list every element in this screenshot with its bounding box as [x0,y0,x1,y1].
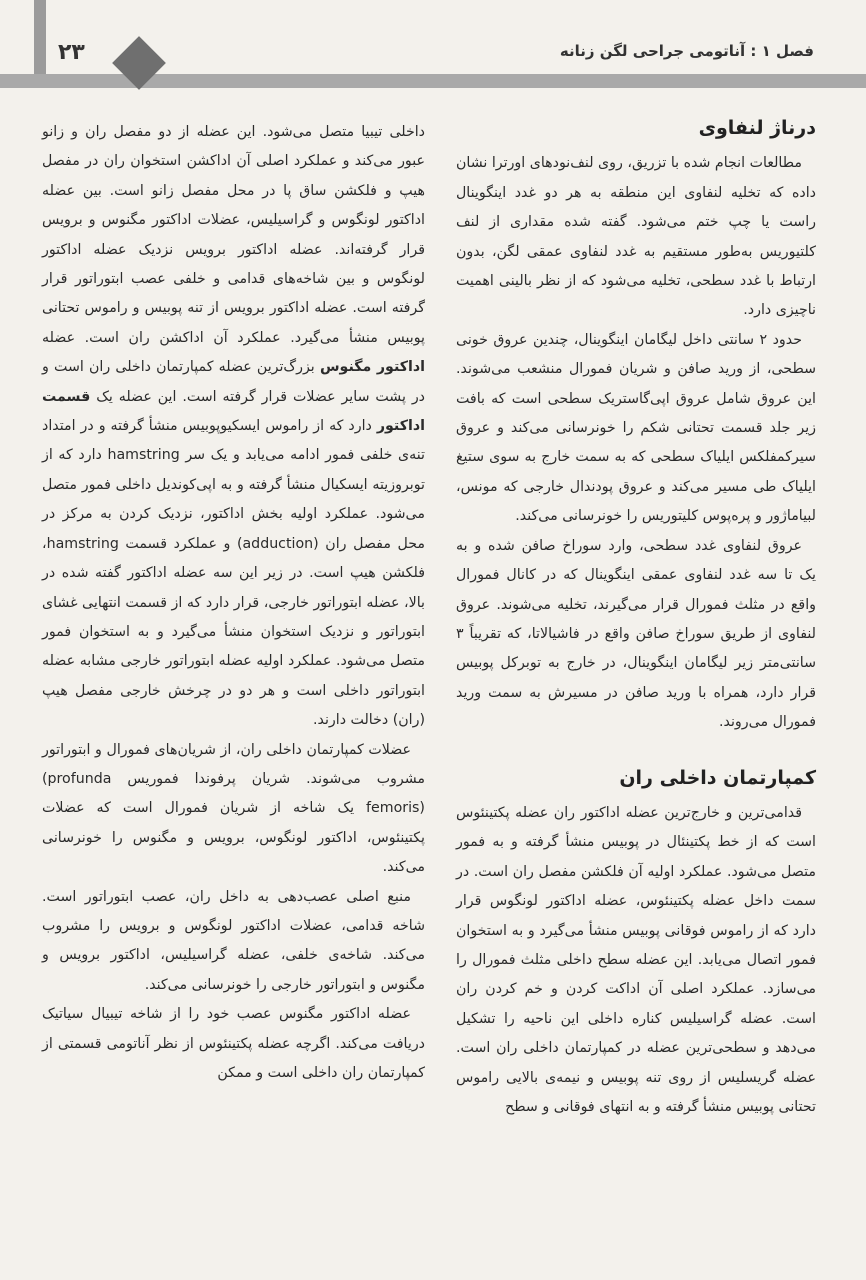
bold-term: قسمت اداکتور [42,388,425,435]
english-term: (profunda femoris) [42,770,425,817]
text-run: دارد که از راموس ایسکیوپوبیس منشأ گرفته و در امتداد تنه‌ی خلفی فمور ادامه می‌یابد و یک سر [42,418,425,464]
text-run: عضلات کمپارتمان داخلی ران، از شریان‌های فمورال و ابتوراتور مشروب می‌شوند. شریان پرفوندا فموریس [42,741,425,787]
text-run: و عملکرد قسمت [125,535,231,552]
text-run: ، فلکشن هیپ است. در زیر این سه عضله اداکتور گفته شده در بالا، عضله ابتوراتور خارجی، قرار دارد که از قسمت انتهایی غشای ابتوراتور و نزدیک استخوان منشأ می‌گیرد و به استخوان فمور متصل می‌شود. عملکرد اولیه عضله ابتوراتور خارجی مشابه عضله ابتوراتور داخلی است و هر دو در چرخش خارجی مفصل هیپ (ران) دخالت دارند. [42,535,425,729]
section-title-medial-compartment: کمپارتمان داخلی ران [619,766,816,789]
left-column [42,118,425,1088]
paragraph: عروق لنفاوی غدد سطحی، وارد سوراخ صافن شده و به یک تا سه غدد لنفاوی عمقی اینگوینال که در کانال فمورال واقع در مثلث فمورال قرار می‌گیرند، تخلیه می‌شوند. عروق لنفاوی از طریق سوراخ صافن واقع در فاشیالاتا، که تقریباً ۳ سانتی‌متر زیر لیگامان اینگوینال، در خارج به توبرکل پوبیس قرار دارد، همراه با ورید صافن در مسیرش به سمت ورید فمورال می‌روند. [456,537,816,731]
paragraph: حدود ۲ سانتی داخل لیگامان اینگوینال، چندین عروق خونی سطحی، از ورید صافن و شریان فمورال منشعب می‌شوند. این عروق شامل عروق اپی‌گاستریک سطحی است که بافت زیر جلد قسمت تحتانی شکم را خونرسانی می‌کند و عروق سیرکمفلکس ایلیاک سطحی که به سمت خارج به سوی ستیغ ایلیاک طی مسیر می‌کند و عروق پودندال خارجی که مونس، لبیاماژور و پره‌پوس کلیتوریس را خونرسانی می‌کند. [456,331,816,525]
paragraph: منبع اصلی عصب‌دهی به داخل ران، عصب ابتوراتور است. شاخه قدامی، عضلات اداکتور لونگوس و برویس را مشروب می‌کند. شاخه‌ی خلفی، عضله گراسیلیس، اداکتور برویس و مگنوس و ابتوراتور خارجی را خونرسانی می‌کند. [42,888,425,993]
paragraph [42,118,425,736]
chapter-title: فصل ۱ : آناتومی جراحی لگن زنانه [559,42,814,60]
english-term: hamstring [46,535,119,552]
text-run: دارد که از توبروزیته ایسکیال منشأ گرفته و به اپی‌کوندیل داخلی فمور متصل می‌شود. عملکرد اولیه بخش اداکتور، نزدیک کردن به مرکز در محل مفصل ران [42,447,426,552]
paragraph: قدامی‌ترین و خارج‌ترین عضله اداکتور ران عضله پکتینئوس است که از خط پکتینئال در پوبیس منشأ گرفته و به فمور متصل می‌شود. عملکرد اولیه آن فلکشن مفصل ران است. در سمت داخل عضله پکتینئوس، عضله اداکتور لونگوس قرار دارد که از راموس فوقانی پوبیس منشأ می‌گیرد و به استخوان فمور اتصال می‌یابد. این عضله سطح داخلی مثلث فمورال را می‌سازد. عملکرد اصلی آن اداکت کردن و خم کردن ران است. عضله گراسیلیس کناره داخلی این ناحیه را تشکیل می‌دهد و سطحی‌ترین عضله در کمپارتمان داخلی ران است. عضله گریسلیس از روی تنه پوبیس و نیمه‌ی بالایی راموس تحتانی پوبیس منشأ گرفته و به انتهای فوقانی و سطح [456,804,816,1115]
right-column [456,110,816,1122]
text-run: داخلی تیبیا متصل می‌شود. این عضله از دو مفصل ران و زانو عبور می‌کند و عملکرد اصلی آن اداکشن استخوان ران در مفصل هیپ و فلکشن ساق پا در محل مفصل زانو است. بین عضله اداکتور لونگوس و گراسیلیس، عضلات اداکتور مگنوس و برویس قرار گرفته‌اند. عضله اداکتور برویس نزدیک عضله اداکتور لونگوس و بین شاخه‌های قدامی و خلفی عصب ابتوراتور قرار گرفته است. عضله اداکتور برویس از تنه پوبیس و راموس تحتانی پوبیس منشأ می‌گیرد. عملکرد آن اداکشن ران است. عضله [42,124,425,346]
paragraph [42,736,425,883]
paragraph: عضله اداکتور مگنوس عصب خود را از شاخه تیبیال سیاتیک دریافت می‌کند. اگرچه عضله پکتینئوس از نظر آناتومی قسمتی از کمپارتمان ران داخلی است و ممکن [42,1006,425,1081]
text-run: یک شاخه از شریان فمورال است که عضلات پکتینئوس، اداکتور لونگوس، برویس و مگنوس را خونرسانی می‌کند. [42,800,425,876]
page-number: ۲۳ [58,40,85,65]
bold-term: اداکتور مگنوس [319,359,425,376]
margin-bar [34,0,46,74]
paragraph: مطالعات انجام شده با تزریق، روی لنف‌نودهای اورترا نشان داده که تخلیه لنفاوی این منطقه به هر دو غدد اینگوینال راست یا چپ ختم می‌شود. گفته شده مقداری از لنف کلتیوریس به‌طور مستقیم به غدد لنفاوی عمقی لگن، بدون ارتباط با غدد سطحی، تخلیه می‌شود که از نظر بالینی اهمیت ناچیزی دارد. [456,155,816,319]
english-term: (adduction) [236,535,319,552]
text-run: بزرگ‌ترین عضله کمپارتمان داخلی ران است و در پشت سایر عضلات قرار گرفته است. این عضله یک [42,359,425,405]
english-term: hamstring [107,447,180,464]
section-title-lymphatic-drainage: درناژ لنفاوی [698,117,816,139]
